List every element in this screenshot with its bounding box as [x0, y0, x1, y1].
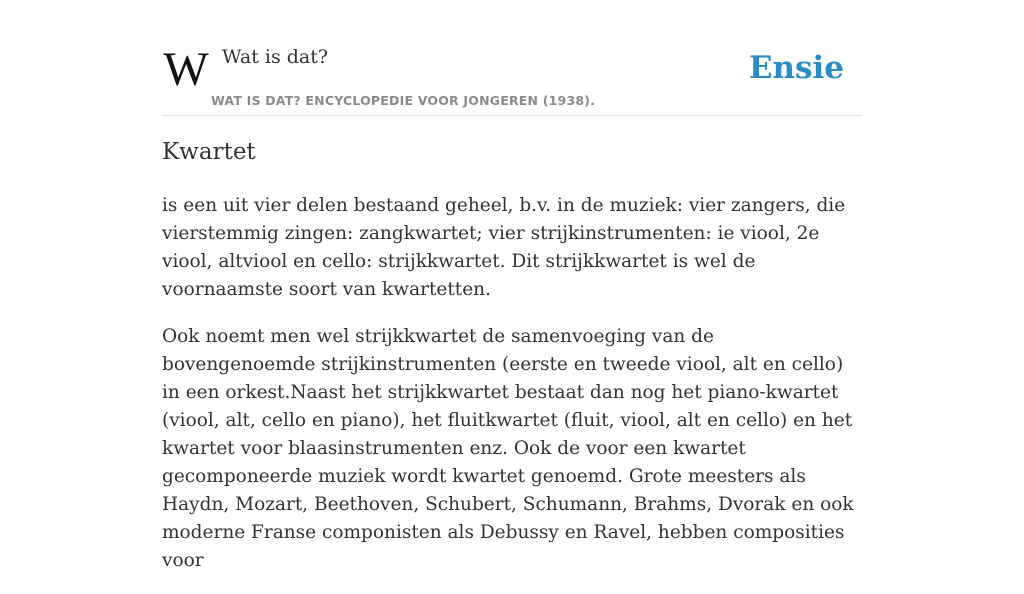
entry-body [162, 192, 864, 594]
entry-paragraph: Ook noemt men wel strijkkwartet de samenvoeging van de bovengenoemde strijkinstrumenten (eerste en tweede viool, alt en cello) in een orkest.Naast het strijkkwartet bestaat dan nog het piano-kwartet (viool, alt, cello en piano), het fluitkwartet (fluit, viool, alt en cello) en het kwartet voor blaasinstrumenten enz. Ook de voor een kwartet gecomponeerde muziek wordt kwartet genoemd. Grote meesters als Haydn, Mozart, Beethoven, Schubert, Schumann, Brahms, Dvorak en ook moderne Franse componisten als Debussy en Ravel, hebben composities voor [162, 326, 854, 571]
entry-title: Kwartet [162, 139, 256, 165]
source-title: Wat is dat? [222, 46, 329, 68]
svg-text:W: W [163, 43, 209, 96]
wikipedia-w-icon [162, 43, 210, 96]
source-subtitle: WAT IS DAT? ENCYCLOPEDIE VOOR JONGEREN (1938). [211, 93, 596, 108]
brand-logo-link[interactable]: Ensie [748, 50, 844, 86]
source-header [162, 40, 862, 116]
entry-paragraph: is een uit vier delen bestaand geheel, b.v. in de muziek: vier zangers, die vierstemmig zingen: zangkwartet; vier strijkinstrumenten: ie viool, 2e viool, altviool en cello: strijkkwartet. Dit strijkkwartet is wel de voornaamste soort van kwartetten. [162, 195, 846, 300]
